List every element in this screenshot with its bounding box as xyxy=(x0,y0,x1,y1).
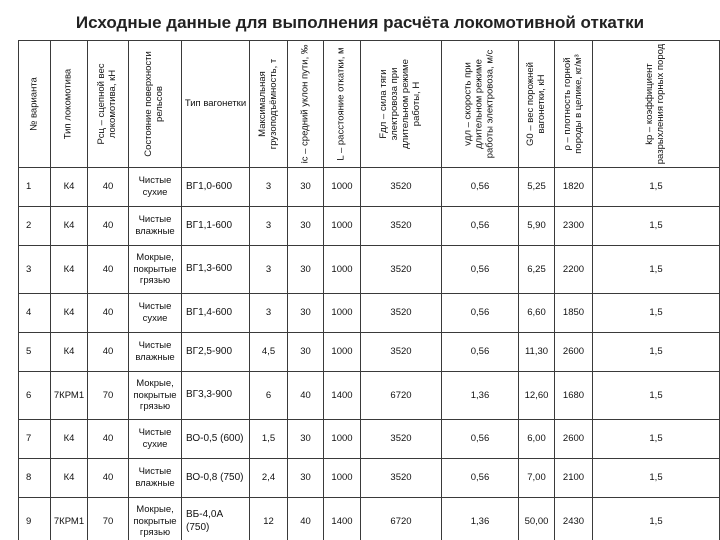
cell-avg-slope: 30 xyxy=(288,333,324,372)
cell-loco-type: К4 xyxy=(51,168,88,207)
header-speed: vдл – скорость при длительном режиме работы электровоза, м/с xyxy=(442,41,519,168)
cell-density: 2300 xyxy=(555,207,593,246)
cell-empty-weight: 12,60 xyxy=(519,372,555,420)
cell-traction-force: 3520 xyxy=(361,294,442,333)
cell-max-capacity: 6 xyxy=(250,372,288,420)
page-title: Исходные данные для выполнения расчёта локомотивной откатки xyxy=(75,13,645,32)
cell-rail-state: Чистые сухие xyxy=(129,168,182,207)
table-row xyxy=(19,333,720,372)
cell-loco-type: К4 xyxy=(51,246,88,294)
cell-empty-weight: 50,00 xyxy=(519,498,555,540)
cell-grip-weight: 40 xyxy=(88,168,129,207)
cell-max-capacity: 4,5 xyxy=(250,333,288,372)
cell-loosening: 1,5 xyxy=(593,420,720,459)
cell-empty-weight: 6,60 xyxy=(519,294,555,333)
header-row xyxy=(19,41,720,168)
cell-speed: 0,56 xyxy=(442,207,519,246)
cell-rail-state: Чистые влажные xyxy=(129,333,182,372)
cell-distance: 1000 xyxy=(324,459,361,498)
table-row xyxy=(19,498,720,540)
table-row xyxy=(19,168,720,207)
cell-density: 1680 xyxy=(555,372,593,420)
cell-traction-force: 3520 xyxy=(361,420,442,459)
cell-grip-weight: 40 xyxy=(88,294,129,333)
cell-loosening: 1,5 xyxy=(593,294,720,333)
header-empty-weight: G0 – вес порожней вагонетки, кН xyxy=(519,41,555,168)
cell-avg-slope: 30 xyxy=(288,246,324,294)
cell-wagon-type: ВГ1,0-600 xyxy=(182,168,250,207)
cell-distance: 1400 xyxy=(324,498,361,540)
cell-density: 1820 xyxy=(555,168,593,207)
cell-avg-slope: 30 xyxy=(288,207,324,246)
cell-grip-weight: 40 xyxy=(88,246,129,294)
cell-speed: 0,56 xyxy=(442,420,519,459)
cell-avg-slope: 30 xyxy=(288,168,324,207)
cell-rail-state: Чистые влажные xyxy=(129,459,182,498)
cell-rail-state: Мокрые, покрытые грязью xyxy=(129,372,182,420)
header-rail-state: Состояние поверхности рельсов xyxy=(129,41,182,168)
cell-variant: 1 xyxy=(19,168,51,207)
cell-loco-type: К4 xyxy=(51,207,88,246)
cell-max-capacity: 3 xyxy=(250,207,288,246)
cell-empty-weight: 5,90 xyxy=(519,207,555,246)
cell-variant: 7 xyxy=(19,420,51,459)
cell-distance: 1000 xyxy=(324,294,361,333)
cell-empty-weight: 6,25 xyxy=(519,246,555,294)
cell-density: 2200 xyxy=(555,246,593,294)
cell-loco-type: 7КРМ1 xyxy=(51,498,88,540)
cell-loosening: 1,5 xyxy=(593,333,720,372)
cell-grip-weight: 70 xyxy=(88,372,129,420)
cell-distance: 1000 xyxy=(324,420,361,459)
cell-loco-type: К4 xyxy=(51,333,88,372)
table-row xyxy=(19,420,720,459)
cell-traction-force: 3520 xyxy=(361,333,442,372)
cell-empty-weight: 11,30 xyxy=(519,333,555,372)
cell-avg-slope: 40 xyxy=(288,498,324,540)
cell-density: 2430 xyxy=(555,498,593,540)
header-variant: № варианта xyxy=(19,41,51,168)
cell-avg-slope: 30 xyxy=(288,420,324,459)
cell-max-capacity: 1,5 xyxy=(250,420,288,459)
header-grip-weight: Рсц – сцепной вес локомотива, кН xyxy=(88,41,129,168)
cell-wagon-type: ВО-0,5 (600) xyxy=(182,420,250,459)
cell-variant: 2 xyxy=(19,207,51,246)
cell-wagon-type: ВО-0,8 (750) xyxy=(182,459,250,498)
cell-variant: 4 xyxy=(19,294,51,333)
cell-grip-weight: 70 xyxy=(88,498,129,540)
header-density: ρ – плотность горной породы в целике, кг/м³ xyxy=(555,41,593,168)
table-row xyxy=(19,207,720,246)
cell-wagon-type: ВГ1,4-600 xyxy=(182,294,250,333)
cell-grip-weight: 40 xyxy=(88,207,129,246)
table-row xyxy=(19,372,720,420)
table-row xyxy=(19,246,720,294)
header-avg-slope: iс – средний уклон пути, ‰ xyxy=(288,41,324,168)
cell-loco-type: 7КРМ1 xyxy=(51,372,88,420)
cell-speed: 0,56 xyxy=(442,246,519,294)
cell-variant: 8 xyxy=(19,459,51,498)
cell-empty-weight: 5,25 xyxy=(519,168,555,207)
cell-speed: 0,56 xyxy=(442,168,519,207)
cell-traction-force: 3520 xyxy=(361,207,442,246)
cell-traction-force: 6720 xyxy=(361,498,442,540)
cell-grip-weight: 40 xyxy=(88,459,129,498)
cell-rail-state: Чистые влажные xyxy=(129,207,182,246)
cell-wagon-type: ВГ1,1-600 xyxy=(182,207,250,246)
cell-avg-slope: 30 xyxy=(288,294,324,333)
header-traction-force: Fдл – сила тяги электровоза при длительном режиме работы, Н xyxy=(361,41,442,168)
cell-wagon-type: ВГ3,3-900 xyxy=(182,372,250,420)
cell-rail-state: Мокрые, покрытые грязью xyxy=(129,246,182,294)
cell-max-capacity: 3 xyxy=(250,294,288,333)
cell-speed: 0,56 xyxy=(442,294,519,333)
cell-loco-type: К4 xyxy=(51,420,88,459)
cell-max-capacity: 3 xyxy=(250,168,288,207)
cell-avg-slope: 40 xyxy=(288,372,324,420)
cell-density: 2600 xyxy=(555,420,593,459)
cell-avg-slope: 30 xyxy=(288,459,324,498)
header-loco-type: Тип локомотива xyxy=(51,41,88,168)
cell-variant: 5 xyxy=(19,333,51,372)
cell-empty-weight: 7,00 xyxy=(519,459,555,498)
cell-max-capacity: 2,4 xyxy=(250,459,288,498)
cell-traction-force: 3520 xyxy=(361,246,442,294)
cell-max-capacity: 3 xyxy=(250,246,288,294)
cell-loco-type: К4 xyxy=(51,459,88,498)
cell-traction-force: 6720 xyxy=(361,372,442,420)
cell-variant: 6 xyxy=(19,372,51,420)
cell-wagon-type: ВГ2,5-900 xyxy=(182,333,250,372)
header-wagon-type: Тип вагонетки xyxy=(182,41,250,168)
cell-max-capacity: 12 xyxy=(250,498,288,540)
header-max-capacity: Максимальная грузоподъёмность, т xyxy=(250,41,288,168)
cell-loosening: 1,5 xyxy=(593,168,720,207)
cell-loosening: 1,5 xyxy=(593,459,720,498)
header-loosening: kр – коэффициент разрыхления горных пород xyxy=(593,41,720,168)
cell-rail-state: Чистые сухие xyxy=(129,420,182,459)
cell-distance: 1000 xyxy=(324,207,361,246)
cell-speed: 1,36 xyxy=(442,498,519,540)
cell-speed: 0,56 xyxy=(442,459,519,498)
cell-loosening: 1,5 xyxy=(593,498,720,540)
data-table xyxy=(18,40,720,540)
cell-rail-state: Чистые сухие xyxy=(129,294,182,333)
cell-traction-force: 3520 xyxy=(361,459,442,498)
header-distance: L – расстояние откатки, м xyxy=(324,41,361,168)
cell-speed: 0,56 xyxy=(442,333,519,372)
cell-density: 2100 xyxy=(555,459,593,498)
cell-loosening: 1,5 xyxy=(593,207,720,246)
cell-traction-force: 3520 xyxy=(361,168,442,207)
cell-empty-weight: 6,00 xyxy=(519,420,555,459)
cell-wagon-type: ВБ-4,0А (750) xyxy=(182,498,250,540)
cell-density: 2600 xyxy=(555,333,593,372)
cell-speed: 1,36 xyxy=(442,372,519,420)
cell-grip-weight: 40 xyxy=(88,420,129,459)
table-row xyxy=(19,294,720,333)
cell-variant: 3 xyxy=(19,246,51,294)
cell-variant: 9 xyxy=(19,498,51,540)
cell-rail-state: Мокрые, покрытые грязью xyxy=(129,498,182,540)
cell-wagon-type: ВГ1,3-600 xyxy=(182,246,250,294)
cell-loco-type: К4 xyxy=(51,294,88,333)
cell-grip-weight: 40 xyxy=(88,333,129,372)
cell-distance: 1000 xyxy=(324,333,361,372)
cell-distance: 1000 xyxy=(324,168,361,207)
cell-loosening: 1,5 xyxy=(593,372,720,420)
cell-distance: 1400 xyxy=(324,372,361,420)
cell-loosening: 1,5 xyxy=(593,246,720,294)
table-row xyxy=(19,459,720,498)
cell-distance: 1000 xyxy=(324,246,361,294)
cell-density: 1850 xyxy=(555,294,593,333)
